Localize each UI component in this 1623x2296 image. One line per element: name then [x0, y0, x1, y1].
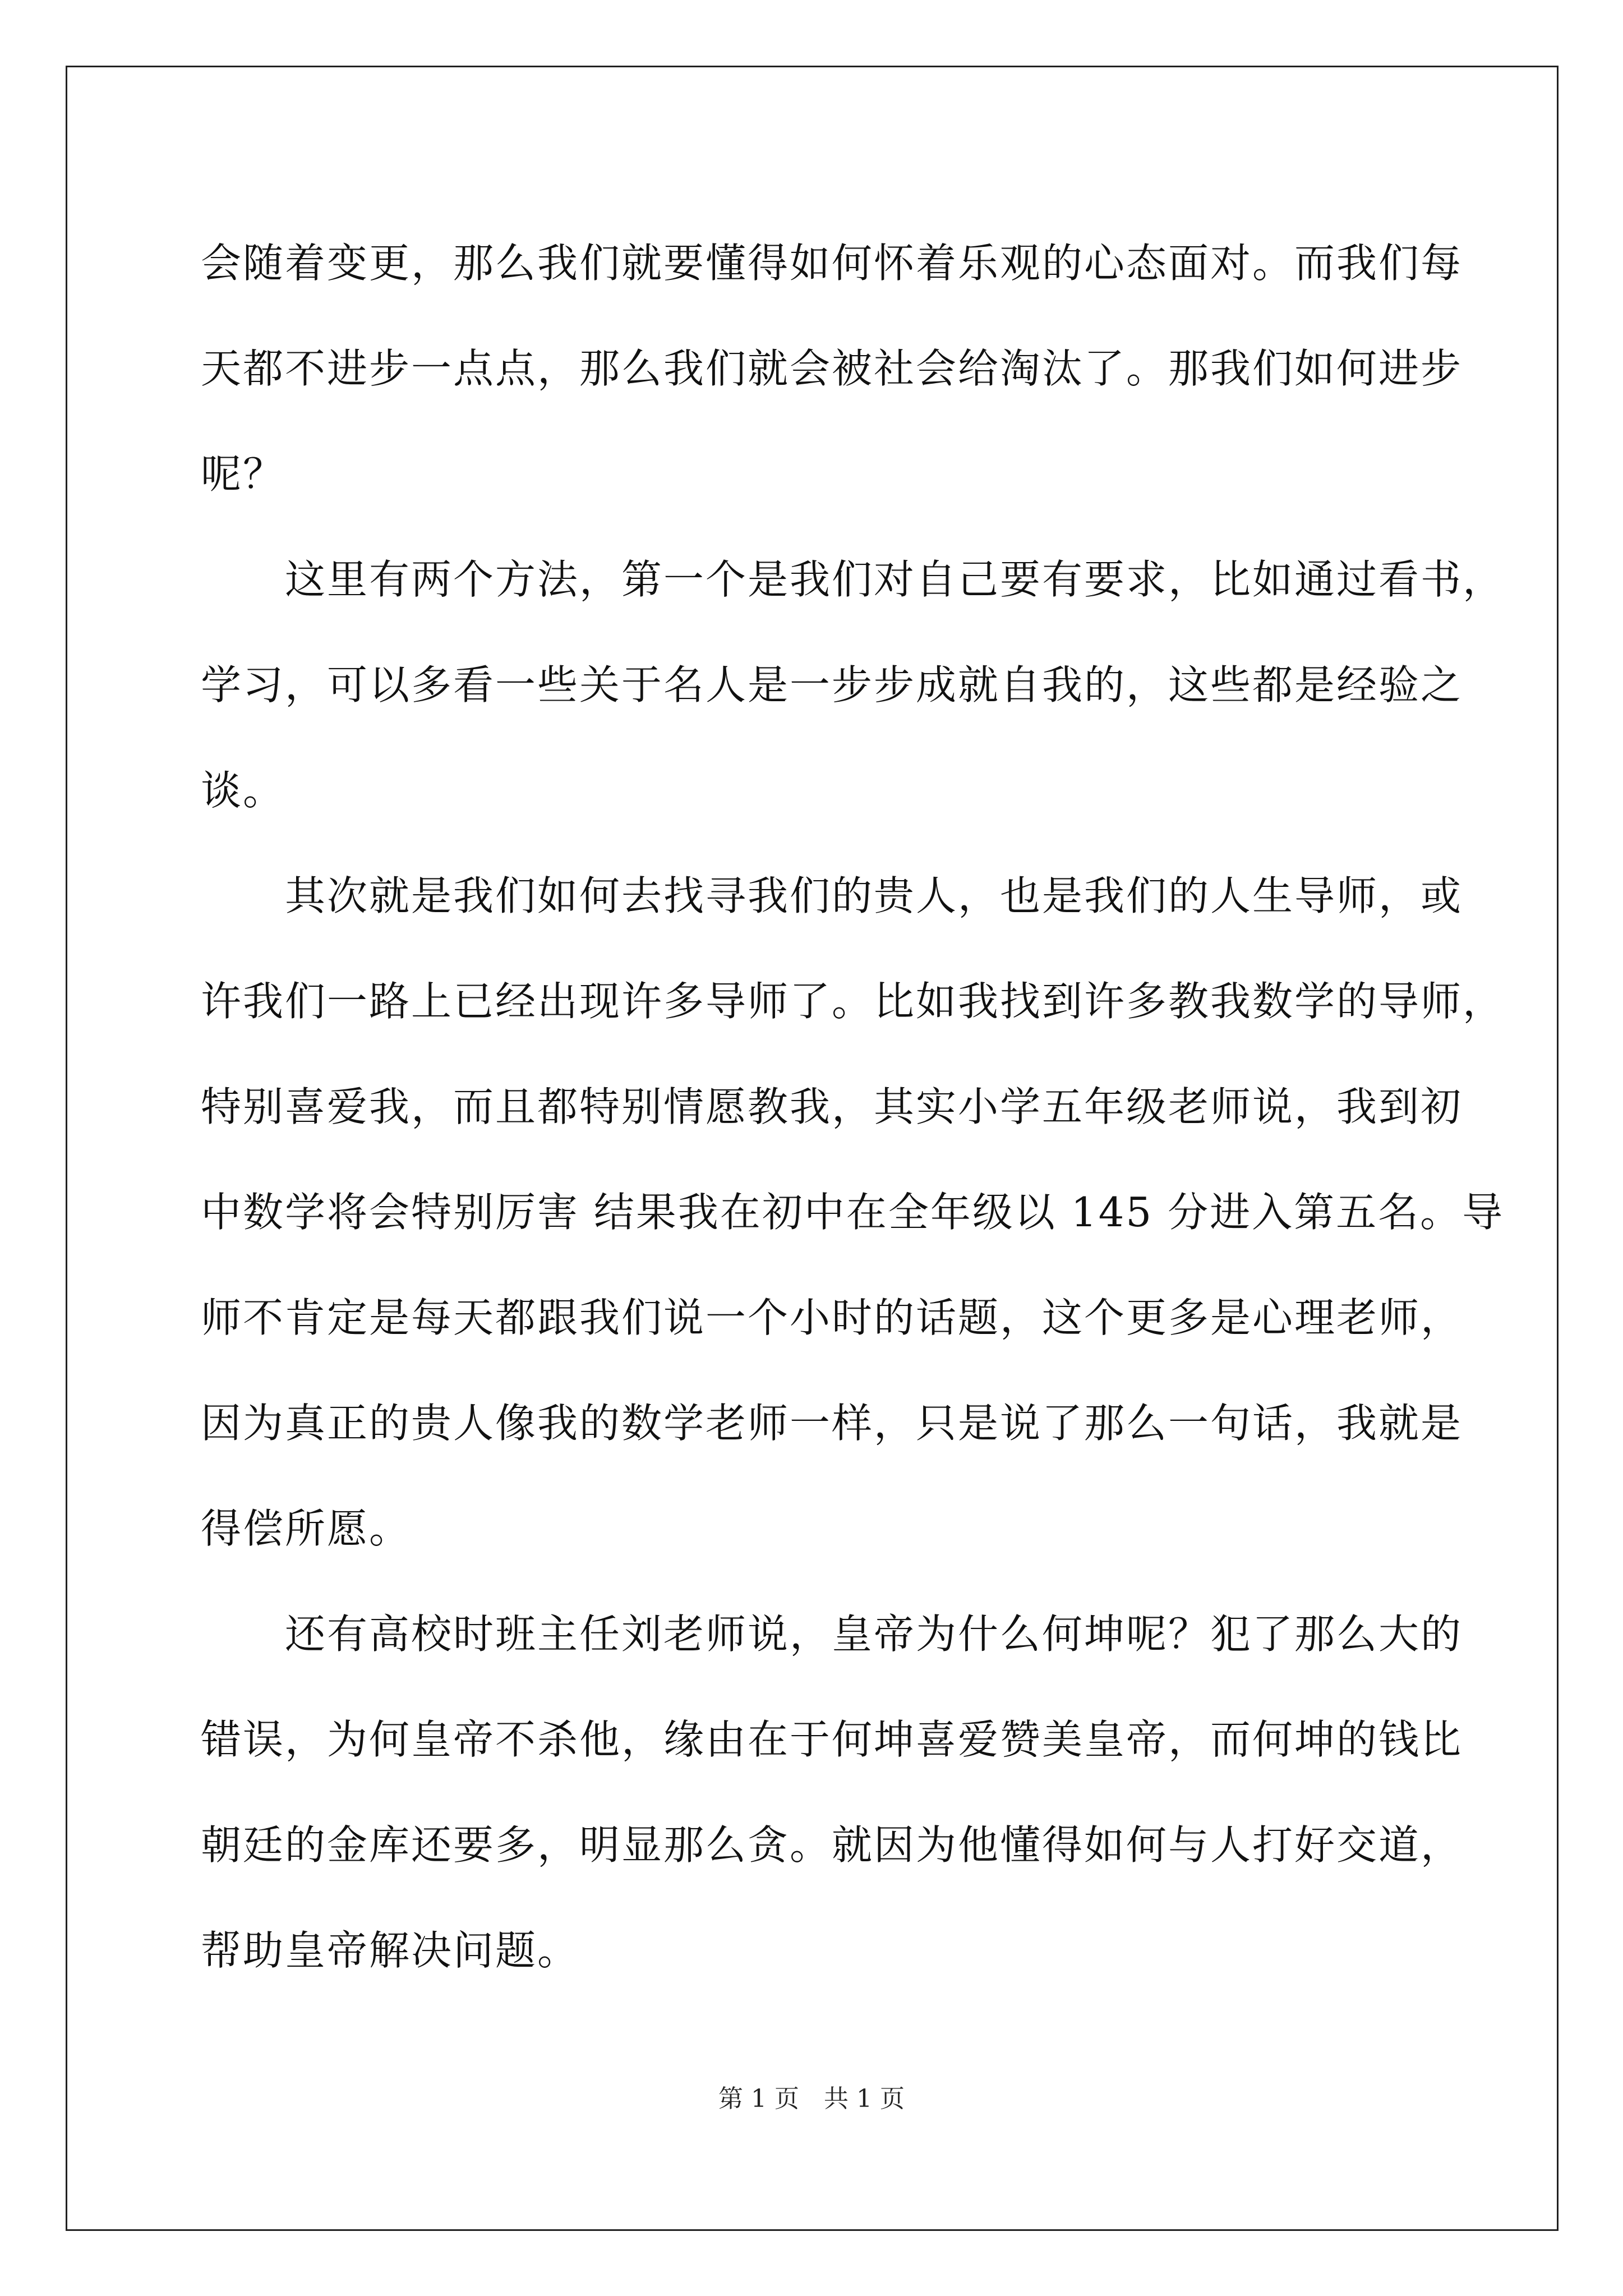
text-line: 特别喜爱我，而且都特别情愿教我，其实小学五年级老师说，我到初	[201, 1083, 1463, 1130]
text-line: 这里有两个方法，第一个是我们对自己要有要求，比如通过看书，	[201, 556, 1505, 603]
text-line: 错误，为何皇帝不杀他，缘由在于何坤喜爱赞美皇帝，而何坤的钱比	[201, 1716, 1463, 1763]
text-line: 中数学将会特别厉害 结果我在初中在全年级以 145 分进入第五名。导	[201, 1189, 1505, 1236]
document-body	[201, 210, 1505, 2003]
text-line: 学习，可以多看一些关于名人是一步步成就自我的，这些都是经验之	[201, 661, 1463, 708]
text-line: 还有高校时班主任刘老师说，皇帝为什么何坤呢？犯了那么大的	[201, 1611, 1463, 1658]
text-line: 帮助皇帝解决问题。	[201, 1927, 580, 1974]
text-line: 谈。	[201, 767, 285, 814]
text-line: 朝廷的金库还要多，明显那么贪。就因为他懂得如何与人打好交道，	[201, 1821, 1463, 1869]
text-line: 师不肯定是每天都跟我们说一个小时的话题，这个更多是心理老师，	[201, 1294, 1463, 1341]
text-line: 许我们一路上已经出现许多导师了。比如我找到许多教我数学的导师，	[201, 978, 1505, 1025]
text-line: 其次就是我们如何去找寻我们的贵人，也是我们的人生导师，或	[201, 872, 1463, 919]
text-line: 天都不进步一点点，那么我们就会被社会给淘汰了。那我们如何进步	[201, 345, 1463, 392]
text-line: 会随着变更，那么我们就要懂得如何怀着乐观的心态面对。而我们每	[201, 240, 1463, 287]
text-line: 得偿所愿。	[201, 1505, 412, 1552]
text-line: 因为真正的贵人像我的数学老师一样，只是说了那么一句话，我就是	[201, 1400, 1463, 1447]
page-footer: 第 1 页 共 1 页	[718, 2085, 905, 2113]
text-line: 呢？	[201, 450, 285, 498]
